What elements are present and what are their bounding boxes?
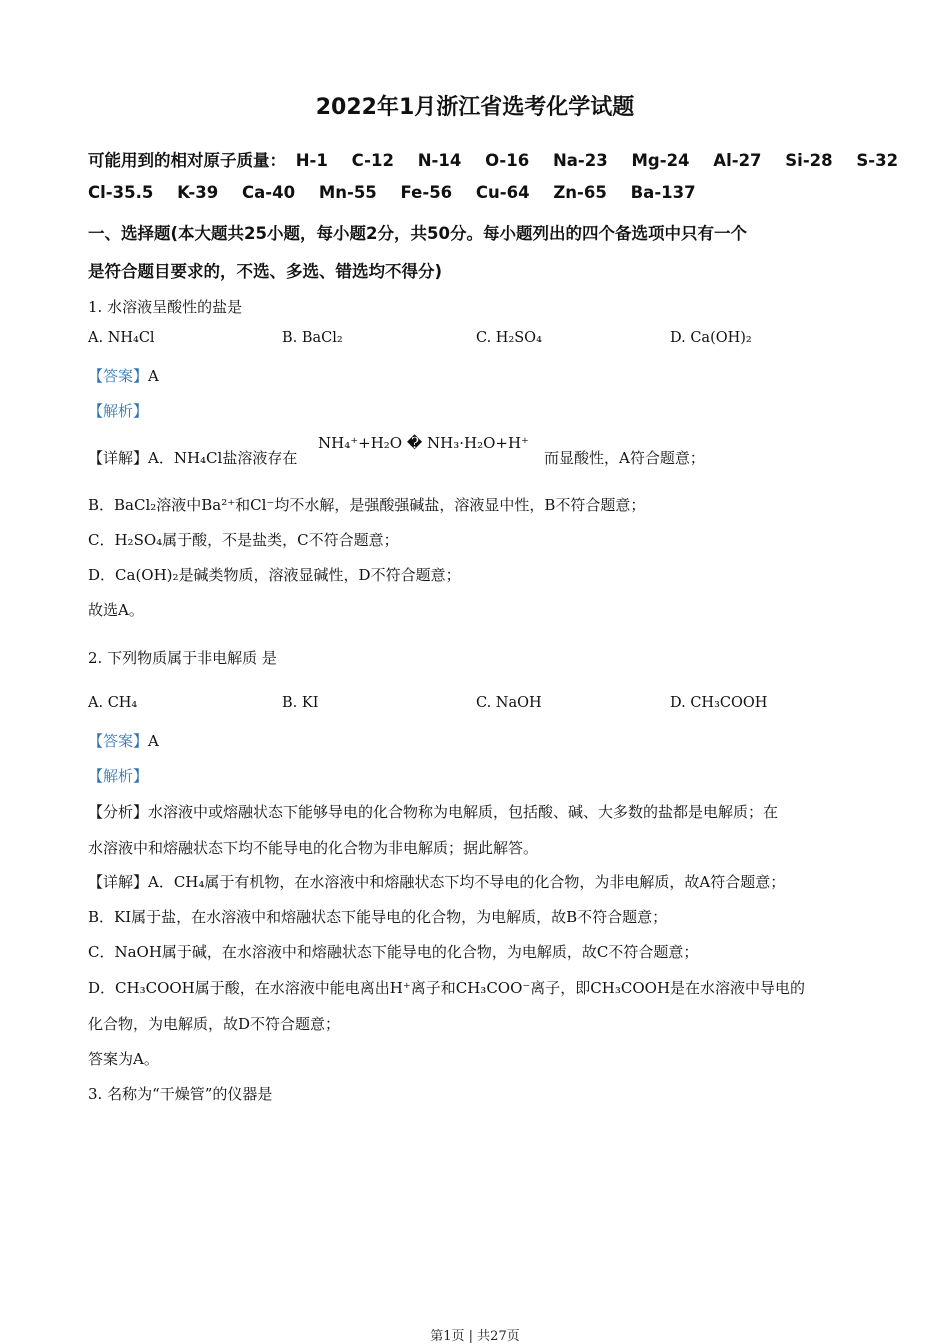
answer-tag: 【答案】 <box>88 732 149 750</box>
atomic-mass-item: Ca-40 <box>242 183 296 202</box>
q2-analysis-tag: 【解析】 <box>88 767 149 785</box>
page-title: 2022年1月浙江省选考化学试题 <box>315 95 635 120</box>
page-footer: 第1页 | 共27页 <box>430 1329 520 1344</box>
answer-value: A <box>148 732 159 750</box>
atomic-mass-item: Cu-64 <box>475 183 530 202</box>
q2-detail-b: B．KI属于盐，在水溶液中和熔融状态下能导电的化合物，为电解质，故B不符合题意； <box>88 908 668 926</box>
q2-option-b: B. KI <box>282 695 319 711</box>
atomic-mass-item: Fe-56 <box>400 183 453 202</box>
q1-equation: NH₄⁺+H₂O � NH₃·H₂O+H⁺ <box>318 434 529 452</box>
atomic-mass-item: Al-27 <box>713 151 762 170</box>
atomic-mass-item: S-32 <box>856 151 899 170</box>
q1-stem: 1. 水溶液呈酸性的盐是 <box>88 298 243 316</box>
q2-option-a: A. CH₄ <box>88 695 138 711</box>
atomic-mass-line-2 <box>88 183 714 202</box>
q2-fenxi-line-2: 水溶液中和熔融状态下均不能导电的化合物为非电解质；据此解答。 <box>88 839 539 857</box>
atomic-mass-item: Mg-24 <box>631 151 690 170</box>
q1-option-b: B. BaCl₂ <box>282 330 343 346</box>
q2-option-c: C. NaOH <box>476 695 542 711</box>
atomic-mass-label: 可能用到的相对原子质量： <box>88 151 286 170</box>
atomic-mass-item: Si-28 <box>785 151 833 170</box>
section-heading-line-1: 一、选择题(本大题共25小题，每小题2分，共50分。每小题列出的四个备选项中只有一个 <box>88 224 747 243</box>
atomic-mass-item: H-1 <box>295 151 328 170</box>
atomic-mass-item: Ba-137 <box>630 183 696 202</box>
q1-answer <box>88 365 159 386</box>
q2-detail-d-line-2: 化合物，为电解质，故D不符合题意； <box>88 1015 341 1033</box>
q1-analysis-tag: 【解析】 <box>88 402 149 420</box>
atomic-mass-item: N-14 <box>417 151 462 170</box>
atomic-mass-item: K-39 <box>177 183 219 202</box>
q2-fenxi-line-1: 【分析】水溶液中或熔融状态下能够导电的化合物称为电解质，包括酸、碱、大多数的盐都是电解质；在 <box>88 803 779 821</box>
q1-detail-c: C．H₂SO₄属于酸，不是盐类，C不符合题意； <box>88 531 399 549</box>
q2-detail-c: C．NaOH属于碱，在水溶液中和熔融状态下能导电的化合物，为电解质，故C不符合题意； <box>88 943 699 961</box>
answer-tag: 【答案】 <box>88 367 149 385</box>
atomic-mass-item: O-16 <box>485 151 530 170</box>
q1-conclusion: 故选A。 <box>88 601 144 619</box>
q1-detail-d: D．Ca(OH)₂是碱类物质，溶液显碱性，D不符合题意； <box>88 566 461 584</box>
answer-value: A <box>148 367 159 385</box>
q1-option-a: A. NH₄Cl <box>88 330 155 346</box>
q2-detail-a: 【详解】A．CH₄属于有机物，在水溶液中和熔融状态下均不导电的化合物，为非电解质，故A符合题意； <box>88 873 786 891</box>
atomic-mass-item: Cl-35.5 <box>88 183 154 202</box>
q2-conclusion: 答案为A。 <box>88 1050 159 1068</box>
q2-option-d: D. CH₃COOH <box>670 695 768 711</box>
q2-detail-d-line-1: D．CH₃COOH属于酸，在水溶液中能电离出H⁺离子和CH₃COO⁻离子，即CH₃COOH是在水溶液中导电的 <box>88 979 806 997</box>
q2-stem: 2. 下列物质属于非电解质 是 <box>88 649 277 667</box>
q1-detail-prefix: 【详解】A．NH₄Cl盐溶液存在 <box>88 449 298 467</box>
atomic-mass-item: Mn-55 <box>318 183 377 202</box>
atomic-mass-line-1 <box>88 147 916 171</box>
atomic-mass-item: C-12 <box>351 151 394 170</box>
q3-stem: 3. 名称为“干燥管”的仪器是 <box>88 1085 273 1103</box>
section-heading-line-2: 是符合题目要求的，不选、多选、错选均不得分) <box>88 262 443 281</box>
q1-option-d: D. Ca(OH)₂ <box>670 330 752 346</box>
q2-answer <box>88 730 159 751</box>
q1-detail-b: B．BaCl₂溶液中Ba²⁺和Cl⁻均不水解，是强酸强碱盐，溶液显中性，B不符合题意； <box>88 496 646 514</box>
q1-option-c: C. H₂SO₄ <box>476 330 542 346</box>
atomic-mass-item: Na-23 <box>552 151 608 170</box>
atomic-mass-item: Zn-65 <box>553 183 607 202</box>
q1-detail-suffix: 而显酸性，A符合题意； <box>544 449 705 467</box>
